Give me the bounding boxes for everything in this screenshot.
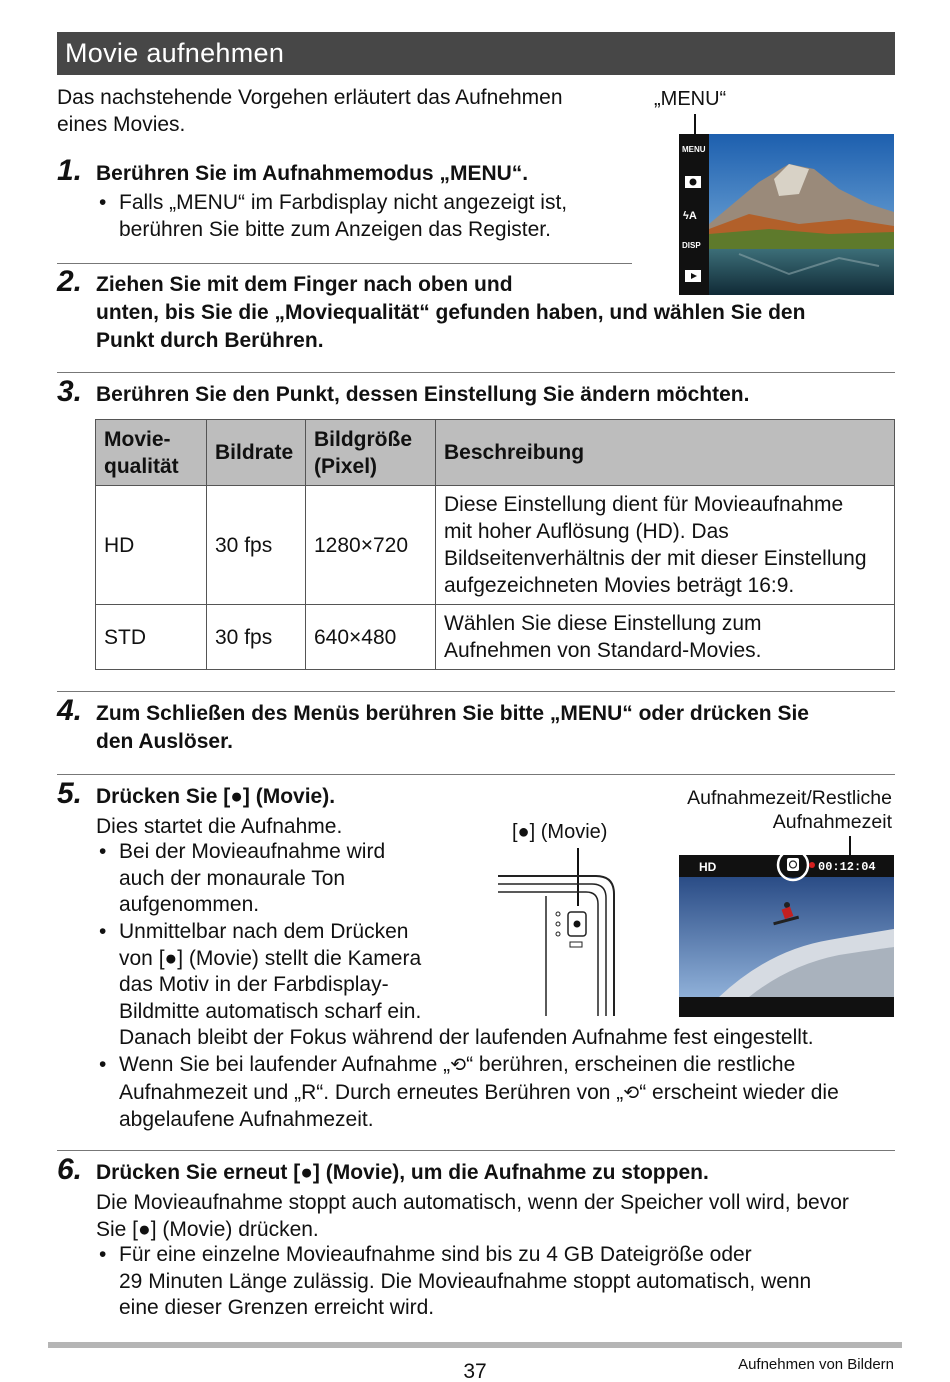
cell-quality: HD [96,486,207,605]
snowboard-photo [679,855,894,1017]
screen-rec-time: 00:12:04 [818,860,876,874]
step-1-bullet [99,190,639,243]
bullet-dot: • [99,920,107,943]
header-size: Bildgröße (Pixel) [306,420,436,486]
footer-rule [48,1342,902,1348]
step-line: unten, bis Sie die „Moviequalität“ gefunden haben, und wählen Sie den [96,301,806,324]
movie-button-label: [●] (Movie) [512,821,608,843]
step-2-text [96,271,896,355]
bullet-dot: • [99,840,107,863]
camera-body-illustration [496,848,626,1018]
step-1-text: Berühren Sie im Aufnahmemodus „MENU“. [96,162,529,185]
divider [57,691,895,692]
footer-section: Aufnehmen von Bildern [738,1356,894,1373]
cell-description: Diese Einstellung dient für Movieaufnahme mit hoher Auflösung (HD). Das Bildseitenverhältnis der mit dieser Einstellung aufgezeichneten Movies beträgt 16:9. [436,486,895,605]
step-6-sub: Die Movieaufnahme stoppt auch automatisch, wenn der Speicher voll wird, bevor Sie [●] (Movie) drücken. [96,1191,849,1241]
recording-dot-icon [809,862,815,868]
step-number: 3. [57,375,83,408]
disp-tab-text: DISP [682,241,701,250]
time-toggle-icon[interactable] [787,858,799,871]
table-row [96,605,895,670]
step-number: 4. [57,694,83,727]
cell-size: 1280×720 [306,486,436,605]
step-line: Punkt durch Berühren. [96,329,324,352]
step-number: 1. [57,154,83,187]
step-5-bullet-3: • Wenn Sie bei laufender Aufnahme „⟲“ berühren, erscheinen die restliche Aufnahmezeit und „R“. Durch erneutes Berühren von „⟲“ erscheint wieder die abgelaufene Aufnahmezeit. [99,1053,839,1131]
header-rate: Bildrate [207,420,306,486]
rec-time-label: Aufnahmezeit/Restliche Aufnahmezeit [687,787,892,833]
recording-screen [679,855,894,1017]
step-5-text: Drücken Sie [●] (Movie). [96,785,336,808]
step-6-text: Drücken Sie erneut [●] (Movie), um die Aufnahme zu stoppen. [96,1161,709,1184]
step-3-text: Berühren Sie den Punkt, dessen Einstellung Sie ändern möchten. [96,383,750,406]
flash-icon: ϟA [683,210,697,222]
step-5-bullet-2: • Unmittelbar nach dem Drücken von [●] (Movie) stellt die Kamera das Motiv in der Farbdisplay- Bildmitte automatisch scharf ein. Danach bleibt der Fokus während der laufenden Aufnahme fest eingestellt. [99,920,814,1049]
step-number: 5. [57,777,83,810]
table-row [96,486,895,605]
bullet-line: Falls „MENU“ im Farbdisplay nicht angezeigt ist, [119,191,568,214]
bullet-dot: • [99,191,107,214]
step-line: Ziehen Sie mit dem Finger nach oben und [96,273,513,296]
step-4-text [96,700,896,756]
step-5-bullet-1: • Bei der Movieaufnahme wird auch der monaurale Ton aufgenommen. [99,840,386,916]
cell-size: 640×480 [306,605,436,670]
intro-line: eines Movies. [57,113,186,136]
step-6-bullet: • Für eine einzelne Movieaufnahme sind bis zu 4 GB Dateigröße oder 29 Minuten Länge zulässig. Die Movieaufnahme stoppt automatisch, wenn eine dieser Grenzen erreicht wird. [99,1243,812,1319]
menu-tab-text: MENU [682,145,706,154]
bullet-dot: • [99,1053,107,1076]
time-toggle-icon: ⟲ [450,1055,467,1076]
step-number: 6. [57,1153,83,1186]
divider [57,1150,895,1151]
step-line: Zum Schließen des Menüs berühren Sie bitte „MENU“ oder drücken Sie [96,702,809,725]
cell-rate: 30 fps [207,486,306,605]
page-number: 37 [463,1360,487,1382]
divider [57,774,895,775]
time-toggle-icon: ⟲ [623,1082,640,1104]
divider [57,263,632,264]
menu-callout-label: „MENU“ [654,88,727,110]
cell-rate: 30 fps [207,605,306,670]
step-5-sub: Dies startet die Aufnahme. [96,815,343,838]
divider [57,372,895,373]
table-header-row [96,420,895,486]
step-line: den Auslöser. [96,730,233,753]
section-title: Movie aufnehmen [57,32,895,75]
screen-quality-badge: HD [699,860,717,874]
cell-quality: STD [96,605,207,670]
intro-text [57,84,617,138]
movie-quality-table [95,419,895,670]
header-description: Beschreibung [436,420,895,486]
header-quality: Movie- qualität [96,420,207,486]
intro-line: Das nachstehende Vorgehen erläutert das Aufnehmen [57,86,563,109]
bullet-dot: • [99,1243,107,1266]
bullet-line: berühren Sie bitte zum Anzeigen das Register. [119,217,551,241]
step-number: 2. [57,265,83,298]
cell-description: Wählen Sie diese Einstellung zum Aufnehmen von Standard-Movies. [436,605,895,670]
